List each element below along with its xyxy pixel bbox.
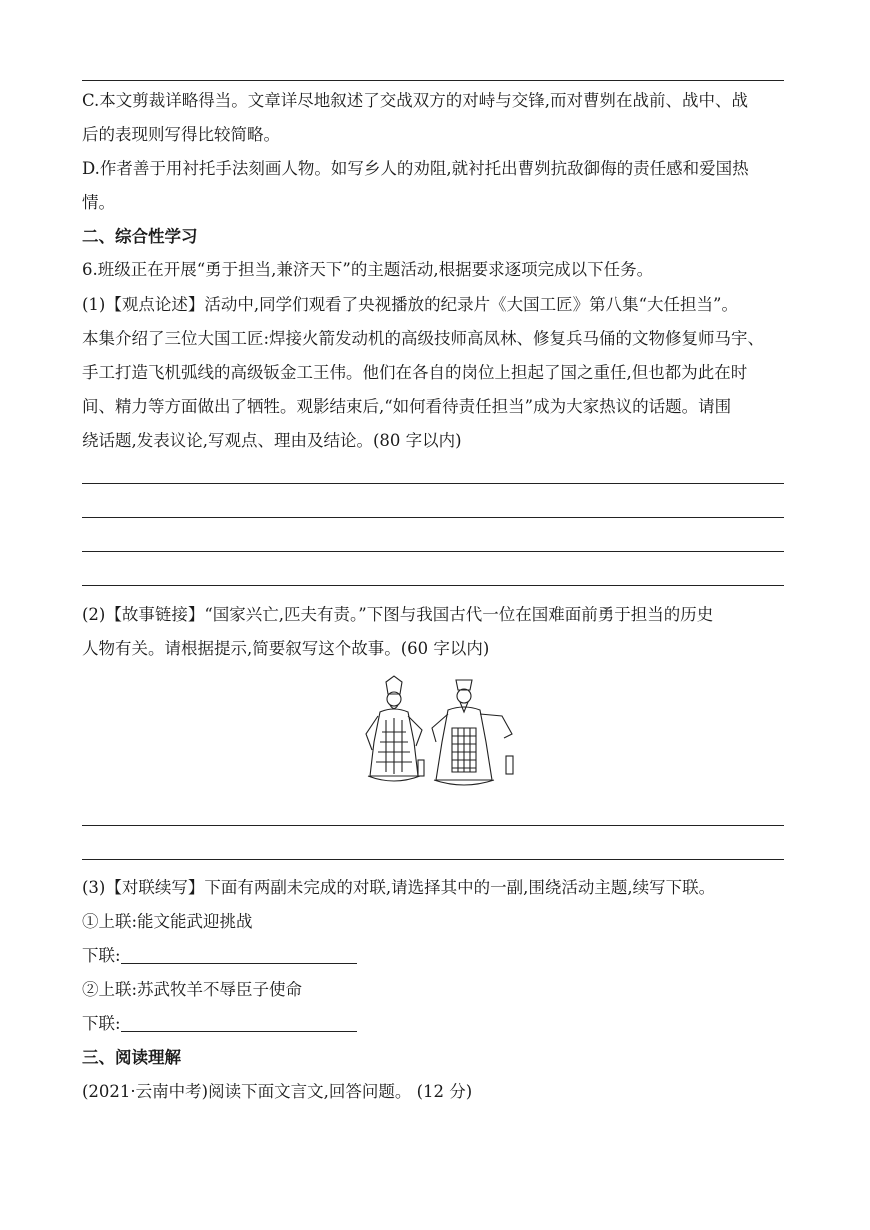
question6-stem: 6.班级正在开展“勇于担当,兼济天下”的主题活动,根据要求逐项完成以下任务。 (82, 260, 654, 279)
option-c-line2: 后的表现则写得比较简略。 (82, 125, 280, 144)
couplet1-lower-row (82, 944, 357, 968)
couplet2-lower-row (82, 1012, 357, 1036)
answer-line[interactable] (82, 483, 784, 484)
answer-line[interactable] (82, 859, 784, 860)
answer-line[interactable] (82, 585, 784, 586)
q1-line5: 绕话题,发表议论,写观点、理由及结论。(80 字以内) (82, 431, 462, 450)
option-c-line1: C.本文剪裁详略得当。文章详尽地叙述了交战双方的对峙与交锋,而对曹刿在战前、战中、战 (82, 91, 749, 110)
q2-line1: (2)【故事链接】“国家兴亡,匹夫有责。”下图与我国古代一位在国难面前勇于担当的历史 (82, 605, 714, 624)
couplet1-lower-blank[interactable] (121, 945, 357, 964)
q2-line2: 人物有关。请根据提示,简要叙写这个故事。(60 字以内) (82, 639, 490, 658)
section2-heading: 二、综合性学习 (82, 227, 198, 246)
q1-line1: (1)【观点论述】活动中,同学们观看了央视播放的纪录片《大国工匠》第八集“大任担当”。 (82, 295, 738, 314)
couplet2-lower-blank[interactable] (121, 1013, 357, 1032)
answer-line[interactable] (82, 551, 784, 552)
couplet1-lower-label: 下联: (82, 946, 121, 965)
answer-line[interactable] (82, 517, 784, 518)
q1-line2: 本集介绍了三位大国工匠:焊接火箭发动机的高级技师高凤林、修复兵马俑的文物修复师马宇、 (82, 329, 765, 348)
two-ancient-figures-illustration (356, 672, 524, 794)
option-d-line2: 情。 (82, 193, 115, 212)
answer-line[interactable] (82, 825, 784, 826)
couplet1-upper: ①上联:能文能武迎挑战 (82, 912, 253, 931)
section3-heading: 三、阅读理解 (82, 1048, 181, 1067)
q1-line4: 间、精力等方面做出了牺牲。观影结束后,“如何看待责任担当”成为大家热议的话题。请围 (82, 397, 732, 416)
section3-intro: (2021·云南中考)阅读下面文言文,回答问题。 (12 分) (82, 1082, 473, 1101)
top-divider (82, 80, 784, 81)
q1-line3: 手工打造飞机弧线的高级钣金工王伟。他们在各自的岗位上担起了国之重任,但也都为此在时 (82, 363, 748, 382)
q3-line1: (3)【对联续写】下面有两副未完成的对联,请选择其中的一副,围绕活动主题,续写下联。 (82, 878, 716, 897)
option-d-line1: D.作者善于用衬托手法刻画人物。如写乡人的劝阻,就衬托出曹刿抗敌御侮的责任感和爱国热 (82, 159, 749, 178)
couplet2-lower-label: 下联: (82, 1014, 121, 1033)
couplet2-upper: ②上联:苏武牧羊不辱臣子使命 (82, 980, 303, 999)
